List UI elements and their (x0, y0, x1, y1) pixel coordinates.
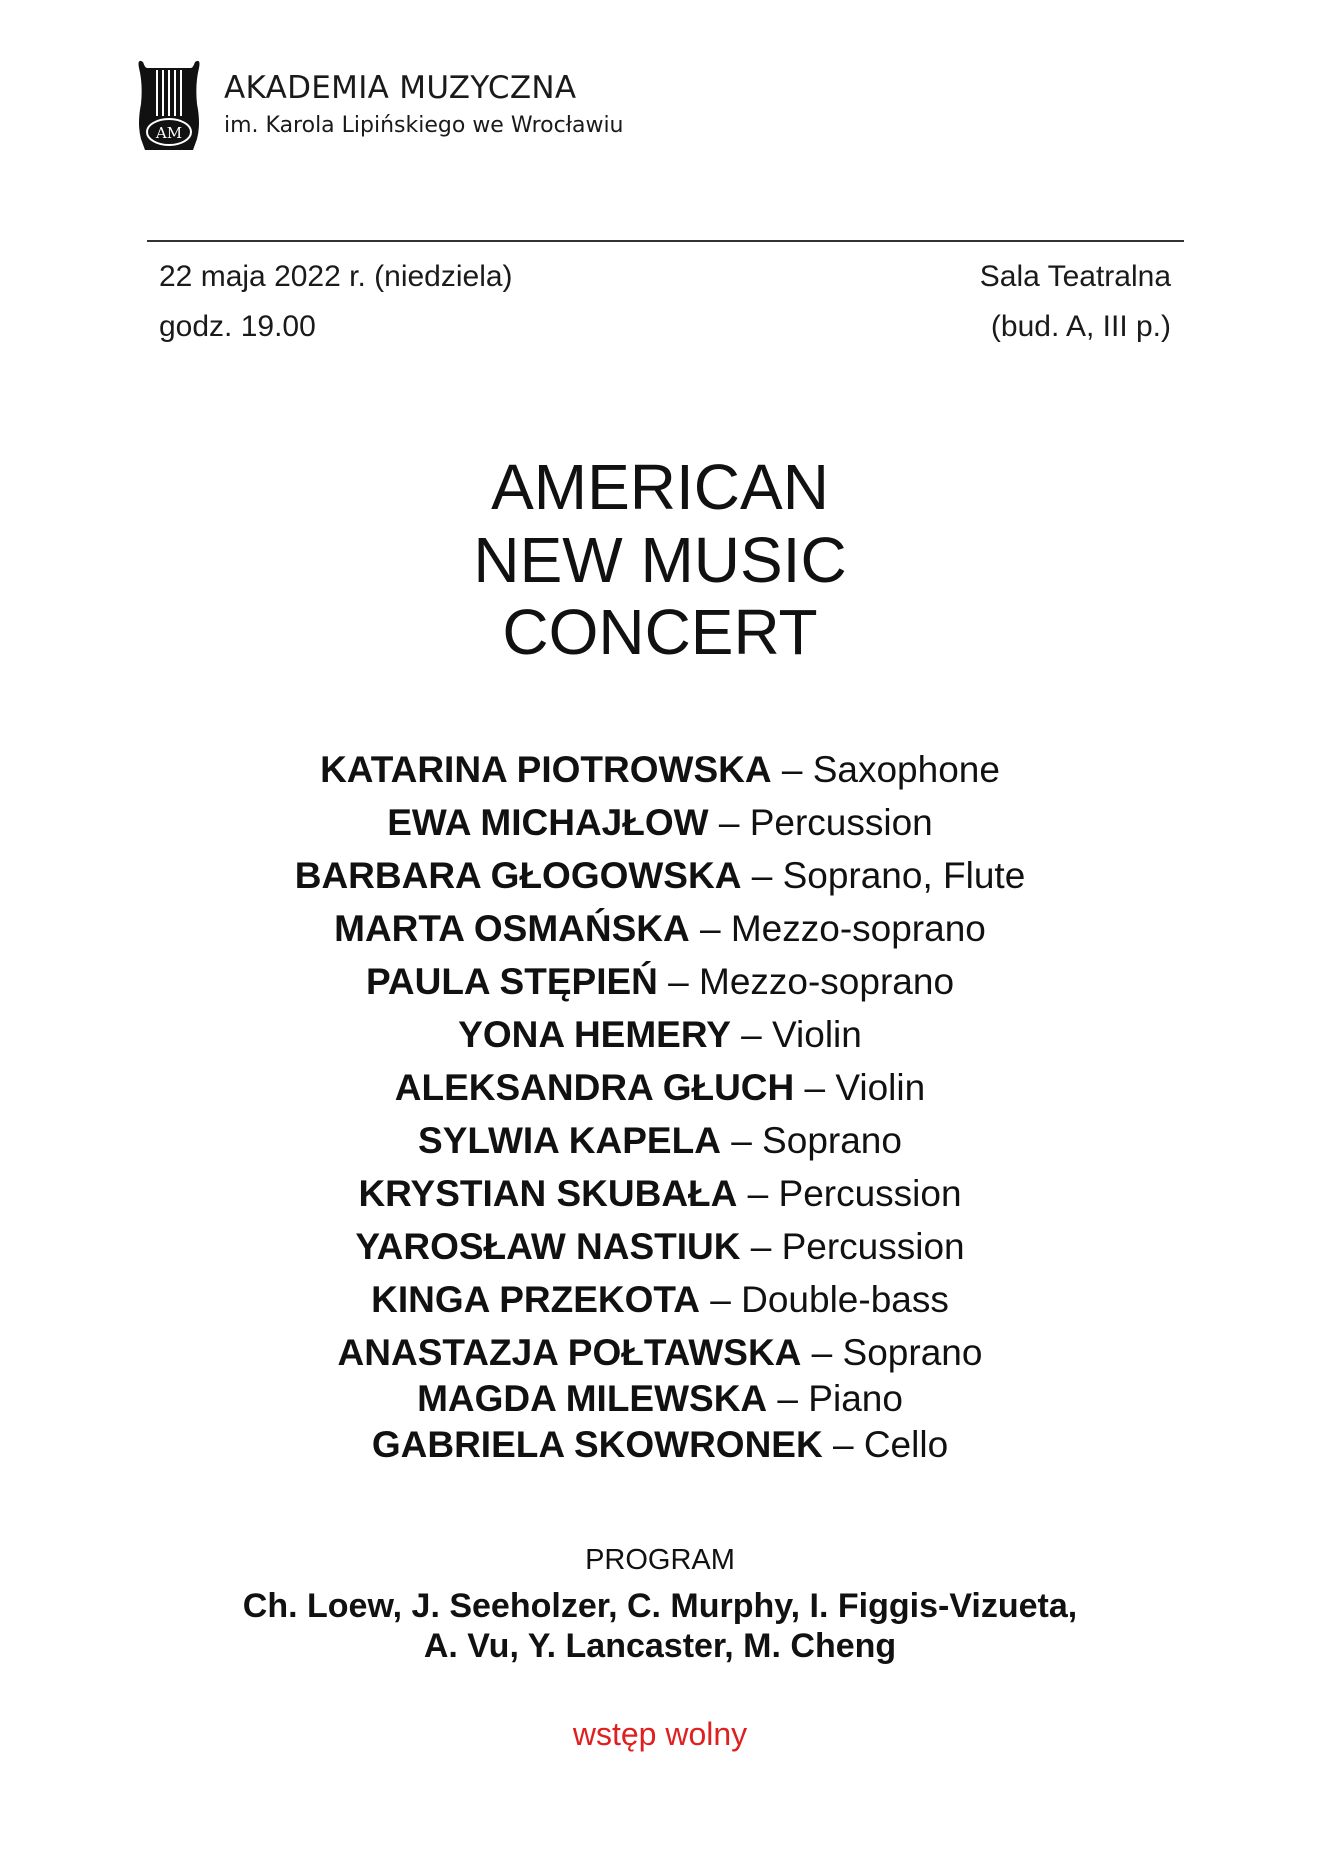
performer-role: – Violin (794, 1067, 926, 1108)
performer-role: – Percussion (737, 1173, 962, 1214)
performer-role: – Violin (730, 1014, 862, 1055)
performer-name: BARBARA GŁOGOWSKA (294, 855, 742, 896)
performer-line (0, 1013, 1320, 1057)
performer-role: – Percussion (740, 1226, 965, 1267)
performer-line (0, 907, 1320, 951)
lyre-logo-icon (135, 54, 203, 154)
performer-line (0, 1377, 1320, 1421)
concert-title-line: NEW MUSIC (473, 524, 847, 596)
performer-role: – Percussion (708, 802, 933, 843)
performer-line (0, 1423, 1320, 1467)
performer-role: – Cello (822, 1424, 949, 1465)
performer-name: PAULA STĘPIEŃ (365, 961, 658, 1002)
performer-name: MARTA OSMAŃSKA (334, 908, 690, 949)
event-date: 22 maja 2022 r. (niedziela) (159, 260, 513, 293)
performer-role: – Soprano (720, 1120, 902, 1161)
svg-text:AM: AM (155, 124, 183, 142)
performer-name: ANASTAZJA POŁTAWSKA (337, 1332, 802, 1373)
performer-line (0, 1119, 1320, 1163)
performer-name: ALEKSANDRA GŁUCH (394, 1067, 795, 1108)
performer-line (0, 1066, 1320, 1110)
header-divider (147, 240, 1184, 242)
admission-note: wstęp wolny (572, 1716, 748, 1752)
concert-title-line: CONCERT (502, 596, 818, 668)
performer-role: – Saxophone (771, 749, 1000, 790)
performer-name: MAGDA MILEWSKA (417, 1378, 768, 1419)
event-time: godz. 19.00 (159, 310, 316, 343)
performer-line (0, 1278, 1320, 1322)
performer-role: – Soprano (801, 1332, 983, 1373)
performer-name: SYLWIA KAPELA (418, 1120, 721, 1161)
performer-role: – Soprano, Flute (741, 855, 1026, 896)
institution-name: AKADEMIA MUZYCZNA (224, 70, 577, 106)
event-venue: Sala Teatralna (979, 260, 1171, 293)
performer-name: YONA HEMERY (458, 1014, 731, 1055)
program-heading: PROGRAM (585, 1544, 735, 1576)
performer-line (0, 960, 1320, 1004)
performer-name: EWA MICHAJŁOW (387, 802, 709, 843)
performer-role: – Mezzo-soprano (689, 908, 986, 949)
performer-line (0, 748, 1320, 792)
performer-name: KRYSTIAN SKUBAŁA (358, 1173, 738, 1214)
event-venue-detail: (bud. A, III p.) (990, 310, 1171, 343)
performer-line (0, 1331, 1320, 1375)
composers-line: A. Vu, Y. Lancaster, M. Cheng (423, 1627, 897, 1665)
performer-name: GABRIELA SKOWRONEK (371, 1424, 823, 1465)
concert-title-line: AMERICAN (491, 451, 829, 523)
performer-line (0, 801, 1320, 845)
composers-line: Ch. Loew, J. Seeholzer, C. Murphy, I. Figgis-Vizueta, (242, 1587, 1078, 1625)
performer-line (0, 1172, 1320, 1216)
performer-name: KATARINA PIOTROWSKA (320, 749, 772, 790)
performer-line (0, 854, 1320, 898)
performer-role: – Double-bass (700, 1279, 949, 1320)
performer-name: KINGA PRZEKOTA (371, 1279, 700, 1320)
performer-line (0, 1225, 1320, 1269)
performer-role: – Piano (767, 1378, 903, 1419)
institution-subtitle: im. Karola Lipińskiego we Wrocławiu (224, 113, 624, 138)
performer-name: YAROSŁAW NASTIUK (355, 1226, 741, 1267)
performer-role: – Mezzo-soprano (657, 961, 955, 1002)
